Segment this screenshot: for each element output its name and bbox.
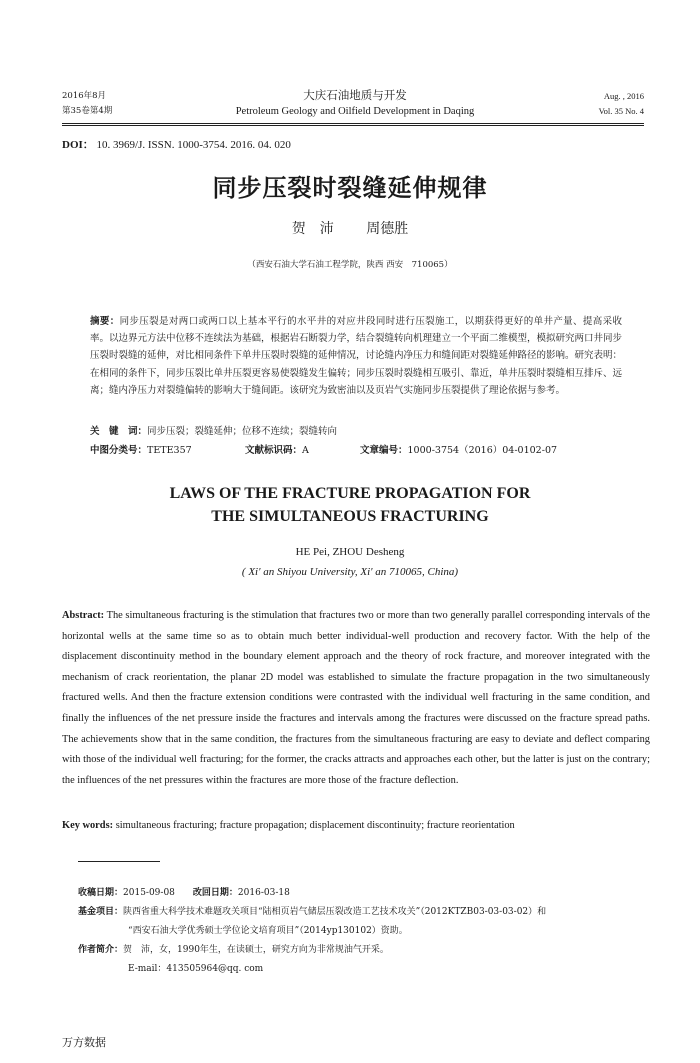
title-cn: 同步压裂时裂缝延伸规律 [212, 173, 488, 202]
footnote-rule [78, 861, 160, 862]
fund-row-2 [78, 922, 658, 941]
received-label: 收稿日期： [78, 888, 124, 898]
revised-value: 2016-03-18 [237, 888, 290, 898]
footnotes [78, 884, 658, 979]
author-bio-line-1: 贺 沛，女，1990年生，在读硕士，研究方向为非常规油气开采。 [123, 945, 389, 955]
keywords-en [62, 820, 650, 831]
title-en [0, 482, 700, 528]
fund-line-2: “西安石油大学优秀硕士学位论文培育项目”（2014yp130102）资助。 [128, 926, 408, 936]
doc-code-value: A [302, 445, 309, 456]
abstract-cn-label: 摘要： [90, 316, 120, 327]
doi-line: DOI： 10. 3969/J. ISSN. 1000-3754. 2016. 04. 020 [62, 139, 291, 151]
dates-row [78, 884, 658, 903]
clc-item [90, 445, 192, 456]
keywords-cn-label: 关 键 词： [90, 426, 148, 437]
keywords-en-text: simultaneous fracturing; fracture propagation; displacement discontinuity; fracture reorientation [115, 820, 515, 831]
author-email-row [78, 960, 658, 979]
doi-label: DOI [62, 139, 83, 151]
abstract-en [62, 606, 650, 791]
keywords-cn-text: 同步压裂；裂缝延伸；位移不连续；裂缝转向 [147, 426, 338, 437]
doc-code-label: 文献标识码： [245, 445, 303, 456]
issue-date-cn: 2016年8月 [62, 91, 107, 101]
affiliation-cn: （西安石油大学石油工程学院，陕西 西安 710065） [247, 260, 453, 270]
article-number-item [360, 442, 557, 456]
journal-name-en: Petroleum Geology and Oilfield Development in Daqing [235, 106, 475, 117]
fund-label: 基金项目： [78, 907, 124, 917]
keywords-en-label: Key words: [62, 820, 114, 831]
affiliation-en: ( Xi' an Shiyou University, Xi' an 710065, China) [241, 566, 459, 578]
title-en-line-2: THE SIMULTANEOUS FRACTURING [211, 508, 489, 525]
watermark: 万方数据 [62, 1036, 106, 1049]
abstract-cn-text: 同步压裂是对两口或两口以上基本平行的水平井的对应井段同时进行压裂施工，以期获得更好的单井产量、提高采收率。以边界元方法中位移不连续法为基础，根据岩石断裂力学，结合裂缝转向机理建立一个平面二维模型，模拟研究两口井同步压裂时裂缝的延伸，对比相同条件下单井压裂时裂缝的延伸情况，讨论缝内净压力和缝间距对裂缝延伸路径的影响。研究表明：在相同的条件下，同步压裂比单井压裂更容易使裂缝发生偏转；同步压裂时裂缝相互吸引、靠近，单井压裂时裂缝相互排斥、远离；缝内净压力对裂缝偏转的影响大于缝间距。该研究为致密油以及页岩气实施同步压裂提供了理论依据与参考。 [90, 316, 623, 396]
header-rule-bottom [62, 125, 644, 126]
clc-label: 中图分类号： [90, 445, 148, 456]
doi-value[interactable]: 10. 3969/J. ISSN. 1000-3754. 2016. 04. 020 [96, 139, 291, 151]
authors-en: HE Pei, ZHOU Desheng [295, 546, 405, 558]
header-left [62, 89, 112, 119]
abstract-en-label: Abstract: [62, 610, 105, 621]
author-cn-2: 周德胜 [366, 221, 409, 237]
doc-code-item [245, 442, 309, 456]
author-email[interactable]: E-mail：413505964@qq. com [128, 964, 264, 974]
author-cn-1: 贺 沛 [291, 221, 334, 237]
revised-label: 改回日期： [192, 888, 238, 898]
received-value: 2015-09-08 [123, 888, 175, 898]
author-bio-row [78, 941, 658, 960]
abstract-cn [90, 313, 622, 399]
header-center [190, 86, 520, 120]
article-number-value: 1000-3754（2016）04-0102-07 [407, 445, 558, 456]
issue-date-en: Aug. , 2016 [603, 91, 644, 101]
header-right [599, 89, 644, 119]
header-rule-top [62, 123, 644, 124]
article-number-label: 文章编号： [360, 445, 408, 456]
journal-name-cn: 大庆石油地质与开发 [303, 88, 407, 102]
author-bio-label: 作者简介： [78, 945, 124, 955]
keywords-cn [90, 423, 622, 437]
title-en-line-1: LAWS OF THE FRACTURE PROPAGATION FOR [169, 485, 531, 502]
fund-row [78, 903, 658, 922]
fund-line-1: 陕西省重大科学技术难题攻关项目“陆相页岩气储层压裂改造工艺技术攻关”（2012KTZB03-03-03-02）和 [123, 907, 547, 917]
abstract-en-text: The simultaneous fracturing is the stimulation that fractures two or more than two generally parallel corresponding intervals of the horizontal wells at the same time so as to obtain much better individual-well production and recovery factor. With the help of the displacement discontinuity method in the boundary element approach and the theory of rock fracture, and moreover integrated with the mechanism of crack reorientation, the planar 2D model was established to simulate the fracture propagation in the two simultaneously fractured wells. And then the fracture extension conditions were contrasted with the individual well fracturing in the same condition, and finally the influences of the net pressure inside the fractures and intervals among the fractures were discussed on the fracture spread paths. The achievements show that in the same condition, the fractures from the simultaneous fracturing are easy to deviate and deflect comparing with those of the individual well fracturing; for the former, the cracks attracts and approaches each other, but the latter is just on the contrary; the influences of the net pressures within the fractures are more those of the fracture deflection. [62, 610, 650, 786]
classification-line [90, 442, 622, 456]
authors-cn [0, 218, 700, 238]
issue-volume-cn: 第35卷第4期 [62, 106, 113, 116]
clc-value: TETE357 [147, 445, 192, 456]
issue-volume-en: Vol. 35 No. 4 [598, 106, 644, 116]
